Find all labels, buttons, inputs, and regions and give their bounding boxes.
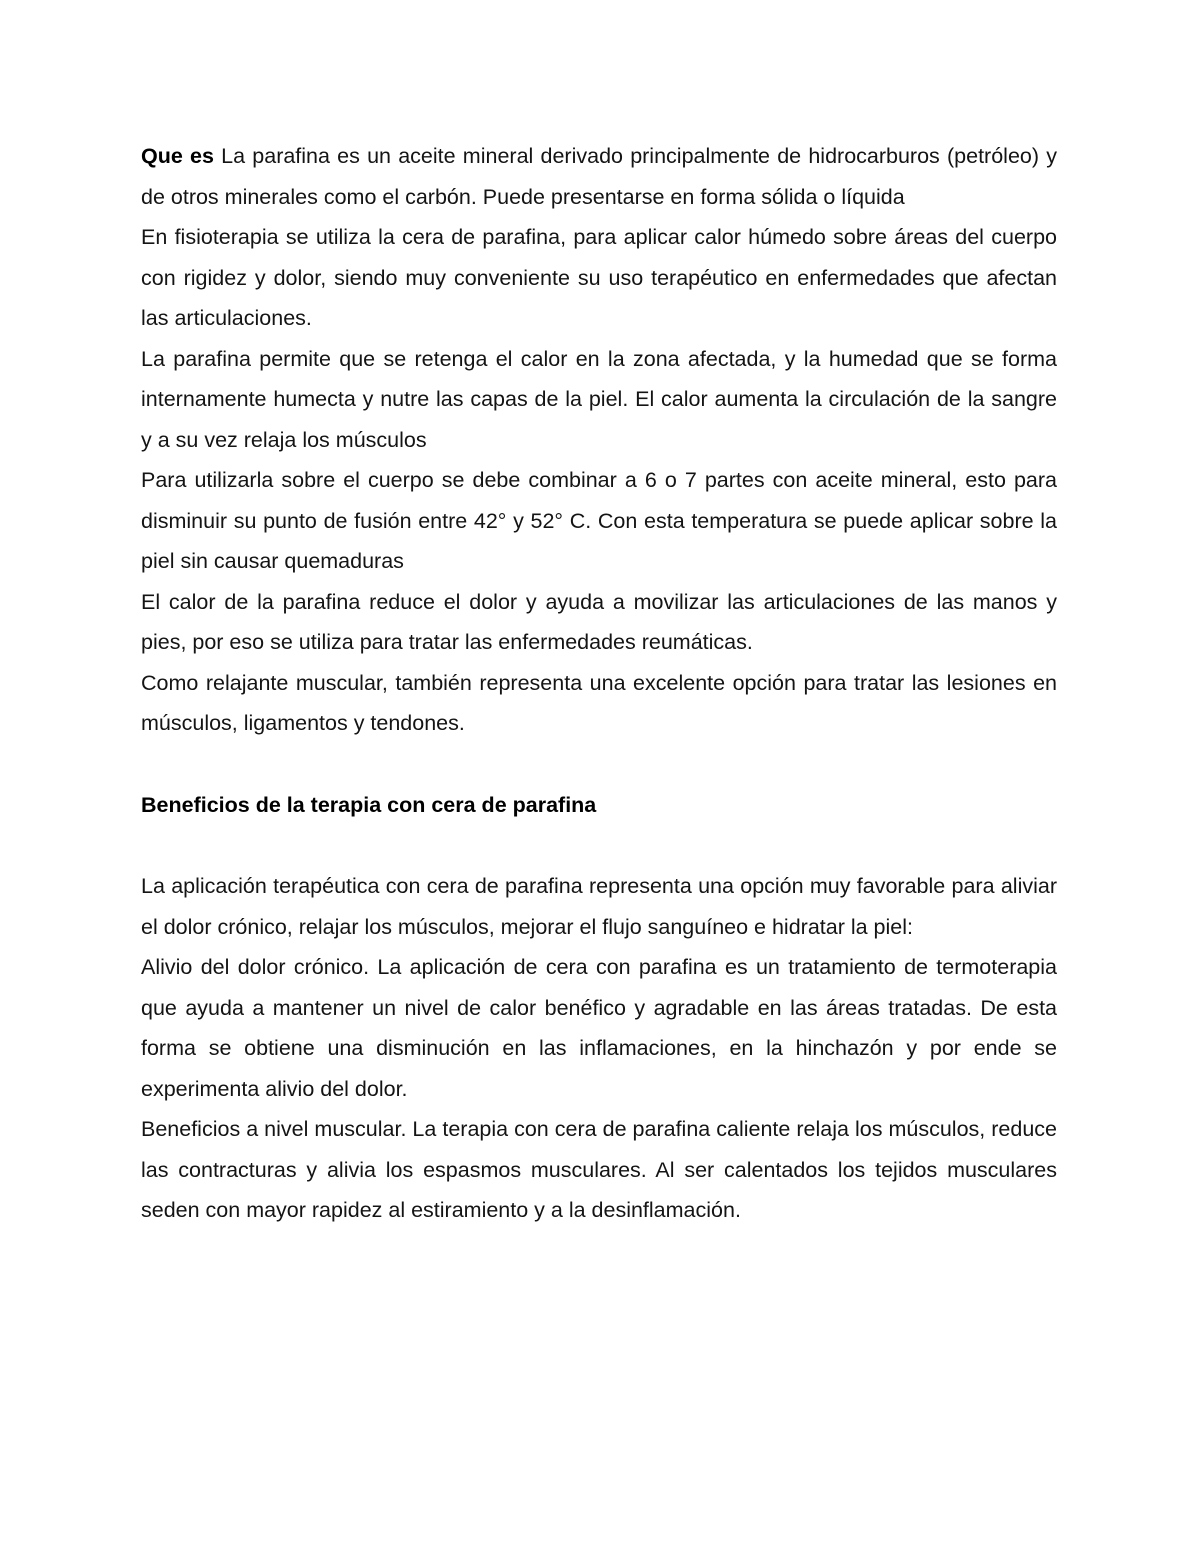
paragraph-relajante: Como relajante muscular, también representa una excelente opción para tratar las lesiones en músculos, ligamentos y tendones. — [141, 670, 1057, 735]
section-heading: Beneficios de la terapia con cera de parafina — [141, 792, 597, 817]
lead-label: Que es — [141, 144, 214, 168]
intro-text: La parafina es un aceite mineral derivado principalmente de hidrocarburos (petróleo) y de otros minerales como el carbón. Puede presentarse en forma sólida o líquida — [141, 144, 1057, 209]
paragraph-fisioterapia: En fisioterapia se utiliza la cera de parafina, para aplicar calor húmedo sobre áreas del cuerpo con rigidez y dolor, siendo muy conveniente su uso terapéutico en enfermedades que afectan las articulaciones. — [141, 225, 1057, 330]
intro-paragraph — [141, 136, 1057, 217]
paragraph-articulaciones: El calor de la parafina reduce el dolor y ayuda a movilizar las articulaciones de las manos y pies, por eso se utiliza para tratar las enfermedades reumáticas. — [141, 589, 1057, 654]
paragraph-uso-cuerpo: Para utilizarla sobre el cuerpo se debe combinar a 6 o 7 partes con aceite mineral, esto para disminuir su punto de fusión entre 42° y 52° C. Con esta temperatura se puede aplicar sobre la piel sin causar quemaduras — [141, 468, 1057, 573]
paragraph-alivio-dolor: Alivio del dolor crónico. La aplicación de cera con parafina es un tratamiento de termoterapia que ayuda a mantener un nivel de calor benéfico y agradable en las áreas tratadas. De esta forma se obtiene una disminución en las inflamaciones, en la hinchazón y por ende se experimenta alivio del dolor. — [141, 955, 1057, 1101]
paragraph-aplicacion: La aplicación terapéutica con cera de parafina representa una opción muy favorable para aliviar el dolor crónico, relajar los músculos, mejorar el flujo sanguíneo e hidratar la piel: — [141, 874, 1057, 939]
paragraph-beneficios-musculares: Beneficios a nivel muscular. La terapia con cera de parafina caliente relaja los músculos, reduce las contracturas y alivia los espasmos musculares. Al ser calentados los tejidos musculares seden con mayor rapidez al estiramiento y a la desinflamación. — [141, 1117, 1057, 1222]
document-page — [141, 136, 1057, 1231]
paragraph-retencion-calor: La parafina permite que se retenga el calor en la zona afectada, y la humedad que se forma internamente humecta y nutre las capas de la piel. El calor aumenta la circulación de la sangre y a su vez relaja los músculos — [141, 346, 1057, 452]
